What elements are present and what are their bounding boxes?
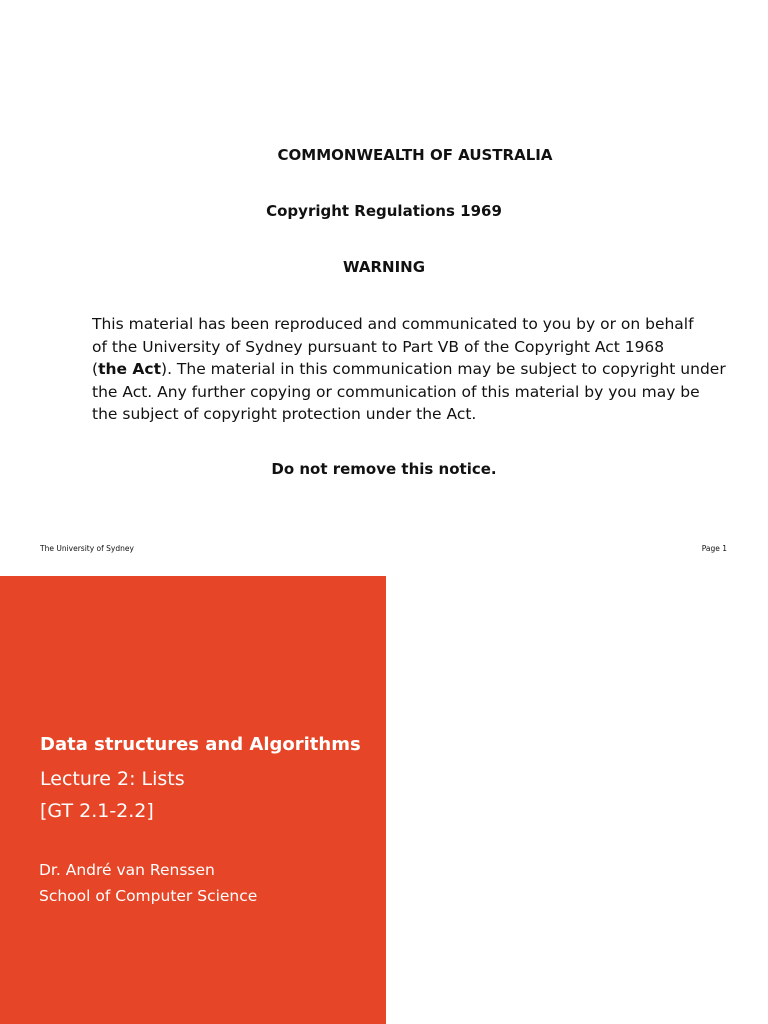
footer-university: The University of Sydney xyxy=(40,544,134,553)
notice-line-text: ( xyxy=(92,360,99,378)
title-slide xyxy=(0,576,386,1024)
notice-body xyxy=(92,313,726,426)
author-school: School of Computer Science xyxy=(39,887,258,905)
closing-notice: Do not remove this notice. xyxy=(271,460,497,478)
author-name: Dr. André van Renssen xyxy=(39,861,215,879)
notice-line xyxy=(92,403,712,426)
regulation-title: Copyright Regulations 1969 xyxy=(266,202,502,220)
notice-line-bold: the Act xyxy=(98,360,162,378)
lecture-title: Lecture 2: Lists xyxy=(40,768,185,790)
notice-line-text: This material has been reproduced and communicated to you by or on behalf xyxy=(92,315,694,333)
notice-line-text: of the University of Sydney pursuant to Part VB of the Copyright Act 1968 xyxy=(92,337,665,356)
warning-title: WARNING xyxy=(342,258,426,276)
notice-line xyxy=(92,358,726,381)
notice-line-text: the Act. Any further copying or communication of this material by you may be xyxy=(92,382,700,401)
lecture-reference: [GT 2.1-2.2] xyxy=(40,800,154,822)
notice-line xyxy=(92,336,712,359)
notice-line xyxy=(92,381,712,404)
page-number: Page 1 xyxy=(701,544,727,553)
notice-line-text: ). The material in this communication may be subject to copyright under xyxy=(161,360,726,378)
notice-line xyxy=(92,313,712,336)
notice-heading: COMMONWEALTH OF AUSTRALIA xyxy=(277,146,553,164)
course-title: Data structures and Algorithms xyxy=(40,734,361,755)
notice-line-text: the subject of copyright protection under the Act. xyxy=(92,405,477,423)
